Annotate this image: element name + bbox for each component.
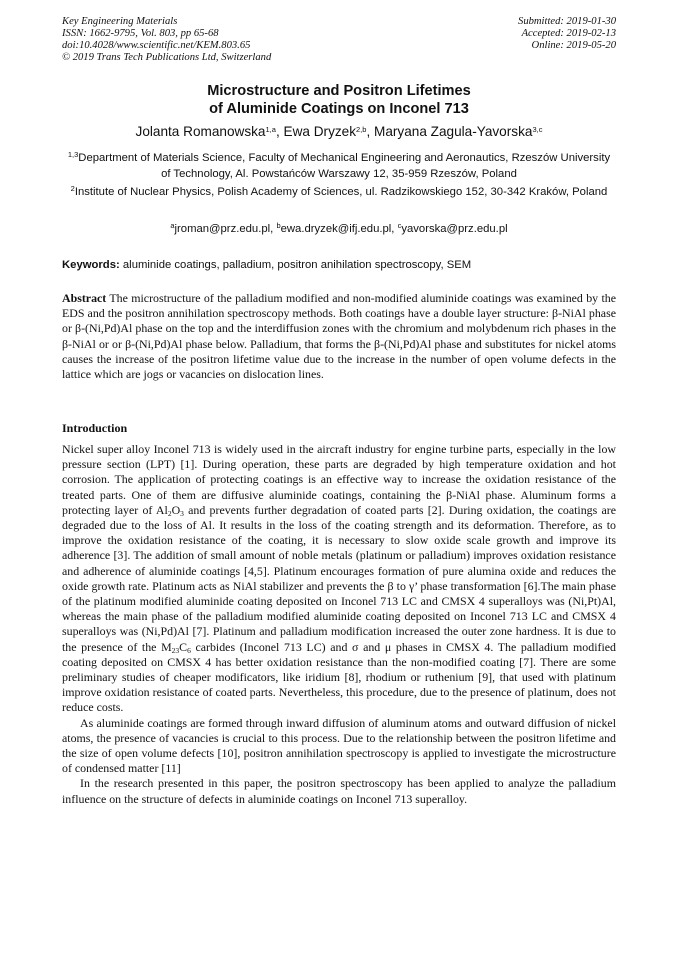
section-heading-introduction: Introduction bbox=[62, 421, 128, 435]
paragraph-text: carbides (Inconel 713 LC) and σ and μ phases in CMSX 4. The palladium modified coating deposited on CMSX 4 has better oxidation resistance than the non-modified coating [7]. There are some preliminary studies of cheaper modificators, like iridium [8], rhodium or ruthenium [9], that used with platinum improve oxidation resistance of coated parts. Nevertheless, this procedure, due to the presence of platinum, does not reduce costs. bbox=[62, 639, 616, 715]
email-mark: a bbox=[170, 221, 175, 230]
journal-doi: doi:10.4028/www.scientific.net/KEM.803.65 bbox=[62, 40, 251, 51]
affiliation-1 bbox=[62, 150, 616, 182]
paragraph-text: and prevents further degradation of coated parts [2]. During oxidation, the coatings are degraded due to the loss of Al. It results in the loss of the coating strength and its deformation. Therefore, as to improve the oxidation resistance of the coating, it is necessary to slow oxide scale growth and improve its adherence [3]. The addition of small amount of noble metals (platinum or palladium) improves oxidation resistance and adherence of aluminide coatings [4,5]. Platinum encourages formation of pure alumina oxide and reduces the oxide growth rate. Platinum acts as NiAl stabilizer and prevents the β to γ’ phase transformation [6].The main phase of the platinum modified aluminide coating deposited on Inconel 713 LC and CMSX 4 superalloys was (Ni,Pt)Al, whereas the main phase of the palladium modified aluminide coating deposited on Inconel 713 LC and CMSX 4 superalloys was (Ni,Pd)Al [7]. Platinum and palladium modification increased the outer zone hardness. It is due to the presence of the M bbox=[62, 502, 616, 654]
abstract-label: Abstract bbox=[62, 291, 107, 305]
affiliation-text: Institute of Nuclear Physics, Polish Academy of Sciences, ul. Radzikowskiego 152, 30-342 Kraków, Poland bbox=[74, 186, 608, 198]
introduction-paragraph-3: In the research presented in this paper, the positron spectroscopy has been applied to analyze the palladium influence on the structure of defects in aluminide coatings on Inconel 713 superalloy. bbox=[62, 776, 616, 806]
introduction-paragraph-1 bbox=[62, 442, 616, 716]
author-name: Ewa Dryzek bbox=[283, 124, 357, 139]
abstract-text: The microstructure of the palladium modified and non-modified aluminide coatings was examined by the EDS and the positron annihilation spectroscopy methods. Both coatings have a double layer structure: β-NiAl phase or β-(Ni,Pd)Al phase on the top and the interdiffusion zones with the chromium and molybdenum rich phases in the β-NiAl or or β-(Ni,Pd)Al phase below. Palladium, that forms the β-(Ni,Pd)Al phase and substitutes for nickel atoms causes the increase of the positron lifetime value due to the increase in the number of open volume defects in the lattice which are jogs or vacancies on dislocation lines. bbox=[62, 291, 616, 382]
online-date: Online: 2019-05-20 bbox=[531, 40, 616, 51]
affiliation-mark: 1,3 bbox=[67, 150, 79, 159]
author-separator: , bbox=[275, 124, 284, 139]
abstract bbox=[62, 291, 616, 382]
keywords-label: Keywords: bbox=[62, 259, 120, 271]
copyright-notice: © 2019 Trans Tech Publications Ltd, Switzerland bbox=[62, 52, 272, 63]
submitted-date: Submitted: 2019-01-30 bbox=[518, 16, 616, 27]
journal-name: Key Engineering Materials bbox=[62, 16, 178, 27]
email-address[interactable]: jroman@prz.edu.pl bbox=[174, 223, 271, 235]
author-list bbox=[0, 124, 678, 140]
email-separator: , bbox=[270, 223, 277, 235]
author-separator: , bbox=[366, 124, 375, 139]
keywords bbox=[62, 257, 616, 273]
email-address[interactable]: ewa.dryzek@ifj.edu.pl bbox=[280, 223, 392, 235]
affiliation-text: Department of Materials Science, Faculty of Mechanical Engineering and Aeronautics, Rzeszów University of Technology, Al. Powstańców Warszawy 12, 35-959 Rzeszów, Poland bbox=[78, 152, 611, 180]
introduction-paragraph-2: As aluminide coatings are formed through inward diffusion of aluminum atoms and outward diffusion of nickel atoms, the presence of vacancies is crucial to this process. Due to the relationship between the positron lifetime and the size of open volume defects [10], positron annihilation spectroscopy is applied to investigate the microstructure of condensed matter [11] bbox=[62, 715, 616, 776]
author-name: Jolanta Romanowska bbox=[135, 124, 266, 139]
affiliation-2 bbox=[62, 184, 616, 200]
paper-title bbox=[0, 82, 678, 118]
introduction-body bbox=[62, 442, 616, 807]
subscript: 2 bbox=[167, 508, 172, 518]
keywords-text: aluminide coatings, palladium, positron anihilation spectroscopy, SEM bbox=[119, 259, 472, 271]
journal-header bbox=[62, 16, 271, 64]
dates-header bbox=[518, 16, 616, 52]
journal-issn: ISSN: 1662-9795, Vol. 803, pp 65-68 bbox=[62, 28, 219, 39]
subscript: 6 bbox=[187, 645, 191, 655]
title-line-2: of Aluminide Coatings on Inconel 713 bbox=[209, 101, 469, 117]
accepted-date: Accepted: 2019-02-13 bbox=[521, 28, 616, 39]
author-name: Maryana Zagula-Yavorska bbox=[374, 124, 533, 139]
subscript: 3 bbox=[180, 508, 184, 518]
affiliation-mark: 2 bbox=[70, 184, 75, 193]
subscript: 23 bbox=[171, 645, 180, 655]
email-separator: , bbox=[391, 223, 398, 235]
author-affiliation-mark: 1,a bbox=[265, 125, 276, 134]
email-address[interactable]: yavorska@prz.edu.pl bbox=[401, 223, 508, 235]
paragraph-text: C bbox=[179, 639, 188, 654]
email-mark: b bbox=[276, 221, 281, 230]
paragraph-text: O bbox=[171, 502, 181, 517]
email-mark: c bbox=[397, 221, 402, 230]
author-affiliation-mark: 2,b bbox=[356, 125, 367, 134]
author-affiliation-mark: 3,c bbox=[532, 125, 543, 134]
author-emails bbox=[0, 221, 678, 237]
paragraph-text: Nickel super alloy Inconel 713 is widely used in the aircraft industry for engine turbine parts, especially in the low pressure section (LPT) [1]. During operation, these parts are degraded by high temperature oxidation and hot corrosion. The application of protecting coatings is an effective way to increase the oxidation resistance of the treated parts. One of them are diffusive aluminide coatings, containing the β-NiAl phase. Aluminum forms a protecting layer of Al bbox=[62, 442, 616, 517]
title-line-1: Microstructure and Positron Lifetimes bbox=[207, 83, 471, 99]
